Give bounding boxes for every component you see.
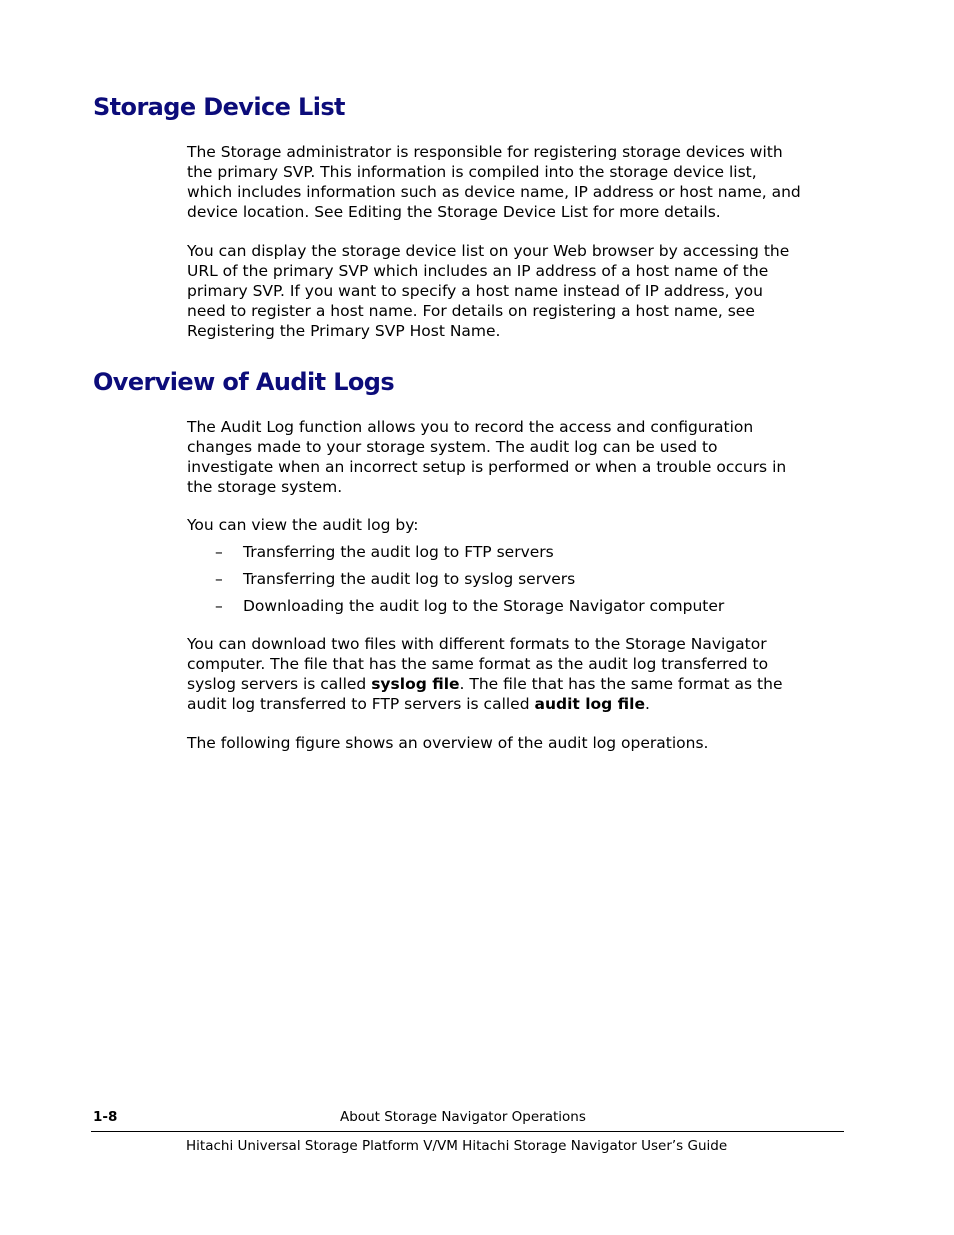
text-line: the primary SVP. This information is compiled into the storage device list, bbox=[187, 163, 757, 181]
text-line: changes made to your storage system. The audit log can be used to bbox=[187, 438, 718, 456]
text-run: audit log transferred to FTP servers is called bbox=[187, 695, 535, 713]
audit-logs-view-intro bbox=[187, 515, 847, 535]
text-run: . The file that has the same format as the bbox=[459, 675, 783, 693]
list-item-text: Transferring the audit log to syslog servers bbox=[243, 570, 576, 588]
text-line: You can display the storage device list on your Web browser by accessing the bbox=[187, 242, 790, 260]
text-line: which includes information such as device name, IP address or host name, and bbox=[187, 183, 801, 201]
text-run: . bbox=[644, 695, 650, 713]
text-line bbox=[187, 694, 847, 714]
footer-divider bbox=[91, 1131, 844, 1132]
list-item bbox=[215, 595, 724, 622]
list-item bbox=[215, 568, 724, 595]
text-line: computer. The file that has the same format as the audit log transferred to bbox=[187, 655, 769, 673]
text-line: The Audit Log function allows you to record the access and configuration bbox=[187, 418, 754, 436]
dash-bullet: – bbox=[215, 570, 223, 588]
footer-chapter-title: About Storage Navigator Operations bbox=[340, 1109, 586, 1125]
section-heading-overview-of-audit-logs: Overview of Audit Logs bbox=[93, 368, 395, 396]
text-line: URL of the primary SVP which includes an IP address of a host name of the bbox=[187, 262, 769, 280]
text-line: device location. See Editing the Storage Device List for more details. bbox=[187, 203, 721, 221]
audit-logs-paragraph-1 bbox=[187, 417, 847, 497]
figure-intro-text bbox=[187, 733, 847, 753]
text-line: the storage system. bbox=[187, 478, 343, 496]
section-heading-storage-device-list: Storage Device List bbox=[93, 93, 345, 121]
list-item bbox=[215, 541, 724, 568]
audit-logs-download-paragraph bbox=[187, 634, 847, 714]
page-number: 1-8 bbox=[93, 1109, 118, 1125]
text-line: investigate when an incorrect setup is performed or when a trouble occurs in bbox=[187, 458, 787, 476]
text-line: primary SVP. If you want to specify a host name instead of IP address, you bbox=[187, 282, 763, 300]
text-line: Registering the Primary SVP Host Name. bbox=[187, 322, 501, 340]
dash-bullet: – bbox=[215, 597, 223, 615]
text-line: You can download two files with different formats to the Storage Navigator bbox=[187, 635, 767, 653]
text-line: The Storage administrator is responsible for registering storage devices with bbox=[187, 143, 783, 161]
text-line: need to register a host name. For details on registering a host name, see bbox=[187, 302, 755, 320]
footer-guide-title: Hitachi Universal Storage Platform V/VM Hitachi Storage Navigator User’s Guide bbox=[186, 1138, 728, 1154]
text-line bbox=[187, 674, 847, 694]
list-item-text: Downloading the audit log to the Storage Navigator computer bbox=[243, 597, 725, 615]
text-line: You can view the audit log by: bbox=[187, 516, 419, 534]
audit-log-view-methods-list bbox=[215, 541, 724, 622]
storage-device-list-paragraph-1 bbox=[187, 142, 847, 222]
list-item-text: Transferring the audit log to FTP servers bbox=[243, 543, 554, 561]
text-line: The following figure shows an overview of the audit log operations. bbox=[187, 734, 709, 752]
term-syslog-file: syslog file bbox=[371, 675, 460, 693]
term-audit-log-file: audit log file bbox=[534, 695, 645, 713]
text-run: syslog servers is called bbox=[187, 675, 372, 693]
storage-device-list-paragraph-2 bbox=[187, 241, 847, 341]
dash-bullet: – bbox=[215, 543, 223, 561]
